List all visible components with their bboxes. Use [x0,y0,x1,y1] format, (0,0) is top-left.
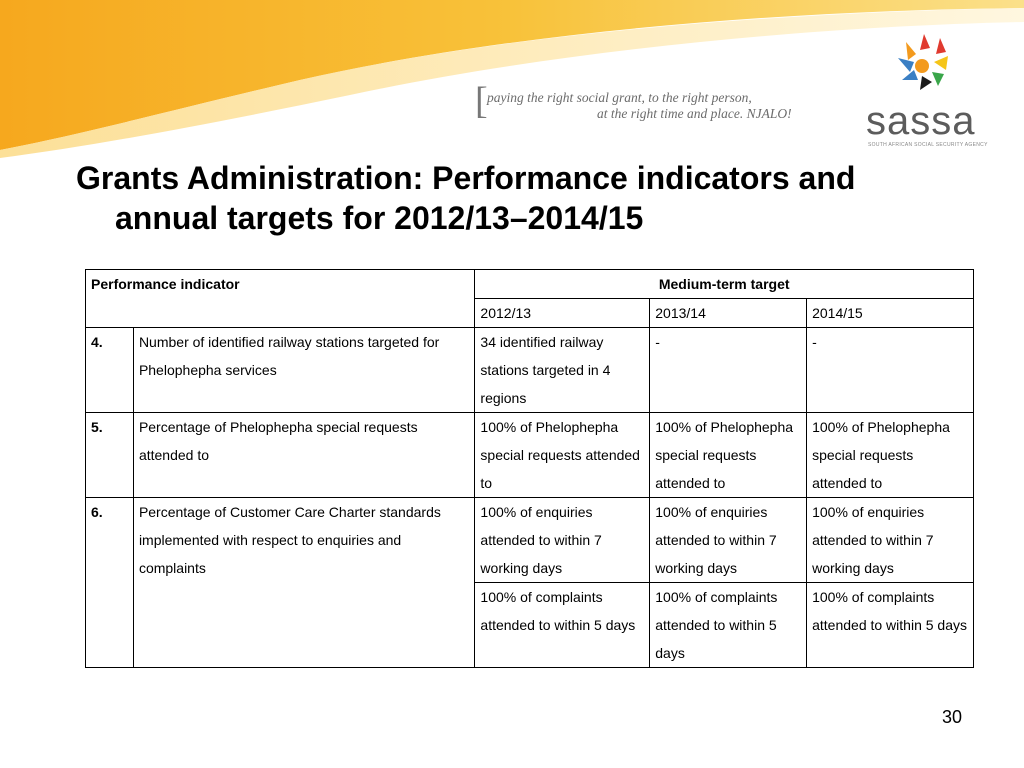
target-cell: 100% of complaints attended to within 5 days [807,583,974,668]
target-cell: 100% of enquiries attended to within 7 working days [650,498,807,583]
year-header: 2012/13 [475,299,650,328]
performance-table [85,269,974,668]
tagline-bracket: [ [475,80,488,122]
header-indicator: Performance indicator [86,270,475,328]
row-number: 5. [86,413,134,498]
page-number: 30 [941,707,962,727]
target-cell: 100% of complaints attended to within 5 days [475,583,650,668]
tagline [475,80,835,124]
year-header: 2014/15 [807,299,974,328]
table-row [86,498,974,583]
target-cell: 100% of enquiries attended to within 7 working days [475,498,650,583]
target-cell: - [807,328,974,413]
row-indicator: Percentage of Phelophepha special requests attended to [133,413,474,498]
title-line1: Grants Administration: Performance indicators and [76,160,856,196]
tagline-line1: paying the right social grant, to the right person, [487,90,752,105]
row-indicator: Number of identified railway stations targeted for Phelophepha services [133,328,474,413]
header-target: Medium-term target [475,270,974,299]
logo-subtext: SOUTH AFRICAN SOCIAL SECURITY AGENCY [868,142,988,148]
row-number: 4. [86,328,134,413]
tagline-line2: at the right time and place. NJALO! [597,106,792,121]
page-title [76,158,956,238]
title-line2: annual targets for 2012/13–2014/15 [115,200,644,236]
row-indicator: Percentage of Customer Care Charter standards implemented with respect to enquiries and complaints [133,498,474,668]
row-number: 6. [86,498,134,668]
table-header-row [86,270,974,299]
target-cell: - [650,328,807,413]
table-row [86,413,974,498]
target-cell: 100% of enquiries attended to within 7 working days [807,498,974,583]
target-cell: 100% of Phelophepha special requests attended to [650,413,807,498]
table-row [86,328,974,413]
target-cell: 100% of complaints attended to within 5 days [650,583,807,668]
year-header: 2013/14 [650,299,807,328]
target-cell: 100% of Phelophepha special requests attended to [475,413,650,498]
logo-wordmark: sassa [866,99,976,143]
target-cell: 100% of Phelophepha special requests attended to [807,413,974,498]
target-cell: 34 identified railway stations targeted in 4 regions [475,328,650,413]
